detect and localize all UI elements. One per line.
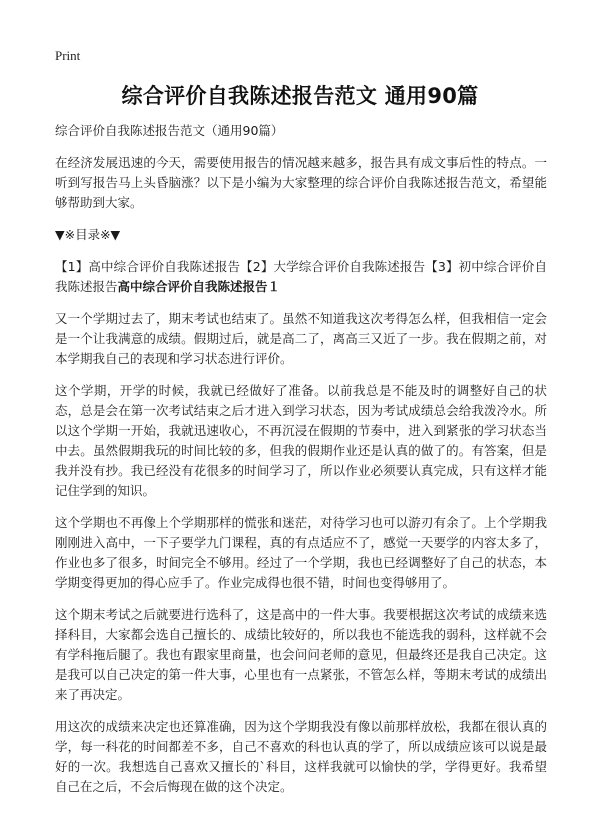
document-subtitle: 综合评价自我陈述报告范文（通用90篇） bbox=[55, 123, 284, 138]
table-of-contents bbox=[55, 257, 547, 297]
body-paragraph: 这个期末考试之后就要进行选科了，这是高中的一件大事。我要根据这次考试的成绩来选择科目，大家都会选自己擅长的、成绩比较好的，所以我也不能选我的弱科，这样就不会有学科拖后腿了。我也有跟家里商量，也会问问老师的意见，但最终还是我自己决定。这是我可以自己决定的第一件大事，心里也有一点紧张，不管怎么样，等期末考试的成绩出来了再决定。 bbox=[55, 607, 547, 702]
body-paragraph: 这个学期，开学的时候，我就已经做好了准备。以前我总是不能及时的调整好自己的状态，总是会在第一次考试结束之后才进入到学习状态，因为考试成绩总会给我泼冷水。所以这个学期一开始，我就迅速收心，不再沉浸在假期的节奏中，进入到紧张的学习状态当中去。虽然假期我玩的时间比较的多，但我的假期作业还是认真的做了的。有答案，但是我并没有抄。我已经没有花很多的时间学习了，所以作业必须要认真完成，只有这样才能记住学到的知识。 bbox=[55, 383, 547, 498]
toc-marker: ▼※目录※▼ bbox=[55, 227, 121, 242]
section-heading: 高中综合评价自我陈述报告１ bbox=[117, 279, 281, 294]
body-paragraph: 又一个学期过去了，期末考试也结束了。虽然不知道我这次考得怎么样，但我相信一定会是一个让我满意的成绩。假期过后，就是高二了，离高三又近了一步。我在假期之前，对本学期我自己的表现和学习状态进行评价。 bbox=[55, 311, 547, 366]
toc-link-university[interactable]: 【2】大学综合评价自我陈述报告 bbox=[240, 259, 426, 274]
toc-link-high-school[interactable]: 【1】高中综合评价自我陈述报告 bbox=[55, 259, 241, 274]
body-paragraph: 用这次的成绩来决定也还算准确，因为这个学期我没有像以前那样放松，我都在很认真的学，每一科花的时间都差不多，自己不喜欢的科也认真的学了，所以成绩应该可以说是最好的一次。我想选自己喜欢又擅长的`科目，这样我就可以愉快的学，学得更好。我希望自己在之后，不会后悔现在做的这个决定。 bbox=[55, 719, 547, 794]
print-link[interactable]: Print bbox=[55, 48, 81, 63]
document-body bbox=[55, 121, 547, 809]
toc-link-middle-school[interactable]: 【3】初中综合评价自我陈述报告 bbox=[55, 259, 547, 294]
intro-paragraph: 在经济发展迅速的今天，需要使用报告的情况越来越多，报告具有成文事后性的特点。一听到写报告马上头昏脑涨？以下是小编为大家整理的综合评价自我陈述报告范文，希望能够帮助到大家。 bbox=[55, 155, 547, 210]
body-paragraph: 这个学期也不再像上个学期那样的慌张和迷茫，对待学习也可以游刃有余了。上个学期我刚刚进入高中，一下子要学九门课程，真的有点适应不了，感觉一天要学的内容太多了，作业也多了很多，时间完全不够用。经过了一个学期，我也已经调整好了自己的状态，本学期变得更加的得心应手了。作业完成得也很不错，时间也变得够用了。 bbox=[55, 515, 547, 590]
document-title: 综合评价自我陈述报告范文 通用90篇 bbox=[121, 84, 479, 108]
